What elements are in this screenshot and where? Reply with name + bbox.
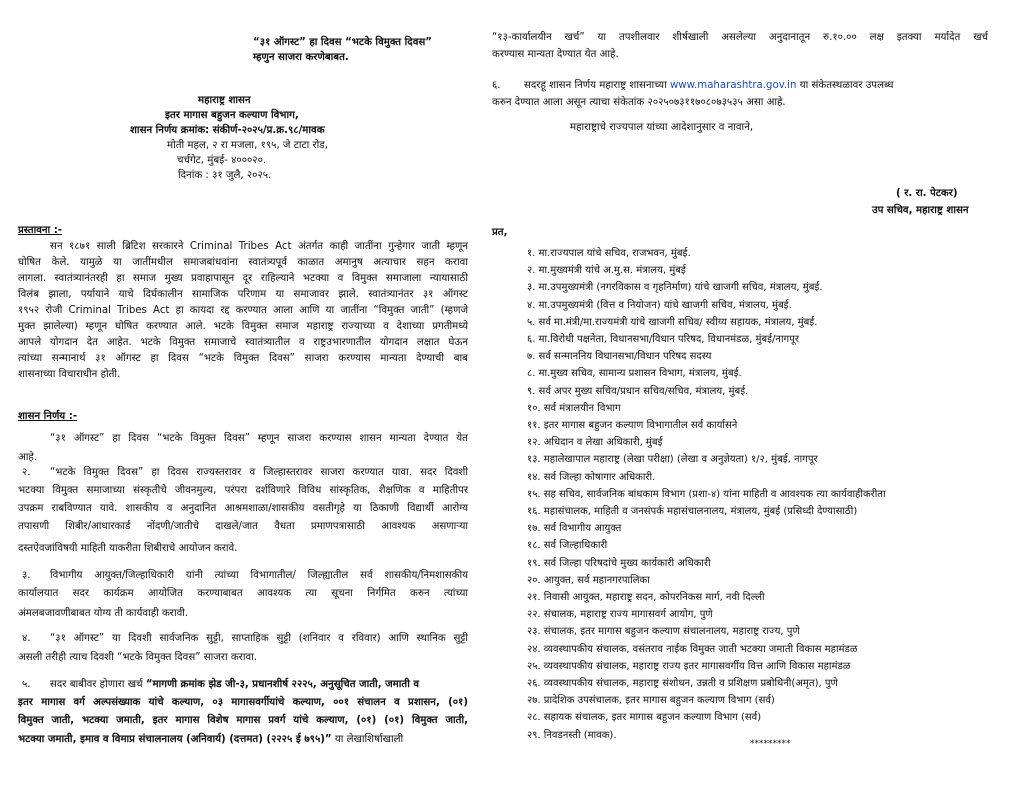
copy-recipient-item: ६. मा.विरोधी पक्षनेता, विधानसभा/विधान परिषद, विधानमंडळ, मुंबई/नागपूर: [527, 334, 799, 345]
copy-recipient-item: १३. महालेखापाल महाराष्ट्र (लेखा परीक्षा) (लेखा व अनुज्ञेयता) १/२, मुंबई, नागपूर: [527, 454, 818, 466]
copy-recipient-item: ९. सर्व अपर मुख्य सचिव/प्रधान सचिव/सचिव, मंत्रालय, मुंबई.: [527, 385, 749, 397]
header-department: इतर मागास बहुजन कल्याण विभाग,: [165, 110, 299, 121]
para-3-line: विभागीय आयुक्त/जिल्हाधिकारी यांनी त्यांच्या विभागातील/ जिल्ह्यातील सर्व शासकीय/निमशासकीय: [50, 570, 468, 581]
preamble-line: सन १८७१ साली ब्रिटिश सरकारने Criminal Tribes Act अंतर्गत काही जातींना गुन्हेगार जाती म्हणून: [50, 241, 468, 252]
copy-recipient-item: ८. मा.मुख्य सचिव, सामान्य प्रशासन विभाग, मंत्रालय, मुंबई.: [527, 368, 742, 380]
subject-line-1: “३१ ऑगस्ट” हा दिवस “भटके विमुक्त दिवस”: [253, 37, 432, 48]
copy-recipient-item: ५. सर्व मा.मंत्री/मा.राज्यमंत्री यांचे खाजगी सचिव/ स्वीय्य सहायक, मंत्रालय, मुंबई.: [527, 316, 818, 328]
para-2-line: “भटके विमुक्त दिवस” हा दिवस राज्यस्तरावर व जिल्हास्तरावर साजरा करण्यात यावा. सदर दिवशी: [50, 467, 468, 478]
copy-recipient-item: ४. मा.उपमुख्यमंत्री (वित्त व नियोजन) यांचे खाजगी सचिव, मंत्रालय, मुंबई.: [527, 299, 792, 311]
copy-recipient-item: २०. आयुक्त, सर्व महानगरपालिका: [527, 574, 650, 586]
copy-recipient-item: १. मा.राज्यपाल यांचे सचिव, राजभवन, मुंबई.: [527, 248, 691, 259]
decision-heading: शासन निर्णय :-: [18, 411, 78, 422]
preamble-line: शासनाच्या विचाराधीन होती.: [18, 369, 121, 380]
para-5-number: ५.: [22, 679, 31, 690]
preamble-line: मुक्त झालेल्या) म्हणून घोषित करण्यात आले. भटके विमुक्त समाज महाराष्ट्र राज्याच्या व देशाच्या प्रगतीमध्ये: [18, 321, 468, 332]
copy-recipient-item: २२. संचालक, महाराष्ट्र राज्य मागासवर्ग आयोग, पुणे: [527, 609, 713, 621]
copy-recipient-item: २५. व्यवस्थापकीय संचालक, महाराष्ट्र राज्य इतर मागासवर्गीय वित्त आणि विकास महामंडळ: [527, 660, 851, 672]
para-6-line-2: करुन देण्यात आला असून त्याचा संकेतांक २०२५०७३११७०८०७३५३५ असा आहे.: [492, 97, 786, 108]
para-5-line: विमुक्त जाती, भटक्या जमाती, इतर मागास विशेष मागास प्रवर्ग यांचे कल्याण, (०१) (०१) विमुक्त जाती,: [18, 715, 468, 726]
copy-recipient-item: ७. सर्व सन्माननिय विधानसभा/विधान परिषद सदस्य: [527, 351, 712, 363]
subject-line-2: म्हणुन साजरा करणेबाबत.: [253, 52, 349, 63]
copy-recipient-item: १०. सर्व मंत्रालयीन विभाग: [527, 402, 621, 414]
right-column: [492, 0, 1024, 790]
preamble-heading: प्रस्तावना :-: [18, 225, 63, 236]
copy-recipient-item: २. मा.मुख्यमंत्री यांचे अ.मु.स. मंत्रालय, मुंबई: [527, 265, 686, 277]
signatory-name: ( र. रा. पेटकर): [896, 188, 958, 199]
header-government: महाराष्ट्र शासन: [198, 95, 251, 106]
para-5-line: इतर मागास वर्ग अल्पसंख्याक यांचे कल्याण, ०३ मागासवर्गीयांचे कल्याण, ००१ संचालन व प्रशासन, (०१): [18, 697, 468, 708]
para-2-line: तपासणी शिबीर/आधारकार्ड नोंदणी/जातीचे दाखले/जात वैधता प्रमाणपत्रासाठी आवश्यक असणाऱ्या: [18, 521, 468, 532]
expense-continuation-line: करण्यास मान्यता देण्यात येत आहे.: [492, 49, 619, 60]
end-mark: *********: [750, 739, 791, 749]
copy-recipient-item: २९. निवडनस्ती (मावक).: [527, 729, 617, 741]
header-gr-number: शासन निर्णय क्रमांक: संकीर्ण-२०२५/प्र.क्र.९८/मावक: [130, 125, 325, 136]
copy-recipient-item: १५. सह सचिव, सार्वजनिक बांधकाम विभाग (प्रशा-४) यांना माहिती व आवश्यक त्या कार्यवाहीकरीता: [527, 488, 886, 500]
para-2-line: उपक्रम राबविण्यात यावे. शासकीय व अनुदानित आश्रमशाळा/शासकीय वसतीगृहे या ठिकाणी विद्यार्थी आरोग्य: [18, 503, 468, 514]
copy-recipient-item: २३. संचालक, इतर मागास बहुजन कल्याण संचालनालय, महाराष्ट्र राज्य, पुणे: [527, 626, 800, 638]
governor-order-line: महाराष्ट्राचे राज्यपाल यांच्या आदेशानुसार व नावाने,: [570, 122, 754, 133]
para-2-number: २.: [22, 467, 31, 478]
para-4-number: ४.: [22, 633, 31, 644]
preamble-line: घोषित केले. यामुळे या जातींमधील समाजबांधवांना स्वातंत्र्यपूर्व काळात अमानुष अत्याचार सहन करावा: [18, 257, 468, 268]
left-column: [0, 0, 484, 790]
header-address-1: मोती महल, २ रा मजला, १९५, जे टाटा रोड,: [167, 140, 328, 151]
copy-recipient-item: १९. सर्व जिल्हा परिषदांचे मुख्य कार्यकारी अधिकारी: [527, 557, 711, 569]
para-5-line-1: सदर बाबीवर होणारा खर्च “मागणी क्रमांक झेड जी-३, प्रधानशीर्ष २२२५, अनुसूचित जाती, जमाती व: [50, 679, 420, 690]
para-3-line: अंमलबजावणीबाबत योग्य ती कार्यवाही करावी.: [18, 608, 189, 619]
para-4-line: असली तरीही त्याच दिवशी “भटके विमुक्त दिवस” साजरा करावा.: [18, 652, 258, 663]
copy-recipient-item: २४. व्यवस्थापकीय संचालक, वसंतराव नाईक विमुक्त जाती भटक्या जमाती विकास महामंडळ: [527, 643, 858, 655]
para-1-line: आहे.: [18, 452, 38, 463]
copy-recipient-item: ३. मा.उपमुख्यमंत्री (नगरविकास व गृहनिर्माण) यांचे खाजगी सचिव, मंत्रालय, मुंबई.: [527, 282, 823, 294]
copy-recipient-item: १४. सर्व जिल्हा कोषागार अधिकारी.: [527, 471, 656, 483]
para-3-line: कार्यालयात सदर कार्यक्रम आयोजित करण्याबाबत आवश्यक त्या सूचना निर्गमित करुन त्यांच्या: [18, 588, 468, 599]
para-2-line: भटक्या विमुक्त समाजाच्या संस्कृतीचे जीवनमुल्य, परंपरा दर्शविणारे विविध सांस्कृतिक, शैक्षणिक व माहितीपर: [18, 485, 468, 496]
copy-recipient-item: २७. प्रादेशिक उपसंचालक, इतर मागास बहुजन कल्याण विभाग (सर्व): [527, 695, 775, 707]
expense-continuation-line: “१३-कार्यालयीन खर्च” या तपशीलवार शीर्षखाली असलेल्या अनुदानातून रु.१०.०० लक्ष इतक्या मर्यादेत खर्च: [492, 32, 988, 43]
para-3-number: ३.: [22, 570, 31, 581]
preamble-line: त्यांच्या सन्मानार्थ ३१ ऑगस्ट हा दिवस “भटके विमुक्त दिवस” साजरा करण्यास मान्यता देण्याची बाब: [18, 353, 468, 364]
copy-recipient-item: १७. सर्व विभागीय आयुक्त: [527, 523, 622, 535]
header-address-2: चर्चगेट, मुंबई- ४०००२०.: [177, 155, 267, 166]
preamble-line: लागला. स्वातंत्र्यानंतरही हा समाज मुख्य प्रवाहापासून दूर राहिल्याने भटक्या व विमुक्त समाजाला न्यायासाठी: [18, 273, 468, 284]
para-2-line: दस्तऐवजांविषयी माहिती याकरीता शिबीराचे आयोजन करावे.: [18, 543, 238, 554]
para-5-line-last: भटक्या जमाती, इमाव व विमाप्र संचालनालय (अनिवार्य) (दत्तमत) (२२२५ ई ७९५)” या लेखाशिर्षाखाली: [18, 734, 404, 745]
para-1-line: “३१ ऑगस्ट” हा दिवस “भटके विमुक्त दिवस” म्हणून साजरा करण्यास शासन मान्यता देण्यात येत: [50, 433, 468, 444]
copy-recipient-item: २६. व्यवस्थापकीय संचालक, महाराष्ट्र संशोधन, उन्नती व प्रशिक्षण प्रबोधिनी(अमृत), पुणे: [527, 678, 838, 689]
copies-heading: प्रत,: [492, 227, 508, 238]
preamble-line: १९५२ रोजी Criminal Tribes Act हा कायदा रद्द करण्यात आला आणि या जातींना “विमुक्त जाती” (म्हणजे: [18, 305, 468, 316]
para-6-number: ६.: [492, 80, 501, 91]
website-link[interactable]: www.maharashtra.gov.in: [669, 80, 797, 91]
copy-recipient-item: २८. सहायक संचालक, इतर मागास बहुजन कल्याण विभाग (सर्व): [527, 712, 762, 724]
copy-recipient-item: १६. महासंचालक, माहिती व जनसंपर्क महासंचालनालय, मंत्रालय, मुंबई (प्रसिध्दी देण्यासाठी): [527, 506, 858, 517]
preamble-line: आपले योगदान देत आहेत. भटके विमुक्त समाजाचे स्वातंत्र्यातील व राष्ट्रउभारणातील योगदान लक्षात घेऊन: [18, 337, 468, 348]
signatory-title: उप सचिव, महाराष्ट्र शासन: [872, 205, 969, 216]
copy-recipient-item: १२. अधिदान व लेखा अधिकारी, मुंबई: [527, 437, 663, 449]
preamble-line: विलंब झाला, पर्यायाने याचे दिर्घकालीन सामाजिक परिणाम या समाजावर झाले. स्वातंत्र्यानंतर ३१ ऑगस्ट: [18, 289, 468, 300]
copy-recipient-item: १८. सर्व जिल्हाधिकारी: [527, 540, 608, 552]
copy-recipient-item: ११. इतर मागास बहुजन कल्याण विभागातील सर्व कार्यासने: [527, 420, 738, 431]
para-4-line: “३१ ऑगस्ट” या दिवशी सार्वजनिक सुट्टी, साप्ताहिक सुट्टी (शनिवार व रविवार) आणि स्थानिक सुट्टी: [50, 633, 468, 644]
copy-recipient-item: २१. निवासी आयुक्त, महाराष्ट्र सदन, कोपरनिकस मार्ग, नवी दिल्ली: [527, 592, 765, 603]
para-6-line-1: सदरहू शासन निर्णय महाराष्ट्र शासनाच्या www.maharashtra.gov.in या संकेतस्थळावर उपलब्ध: [524, 80, 894, 91]
header-date: दिनांक : ३१ जुलै, २०२५.: [178, 170, 272, 181]
